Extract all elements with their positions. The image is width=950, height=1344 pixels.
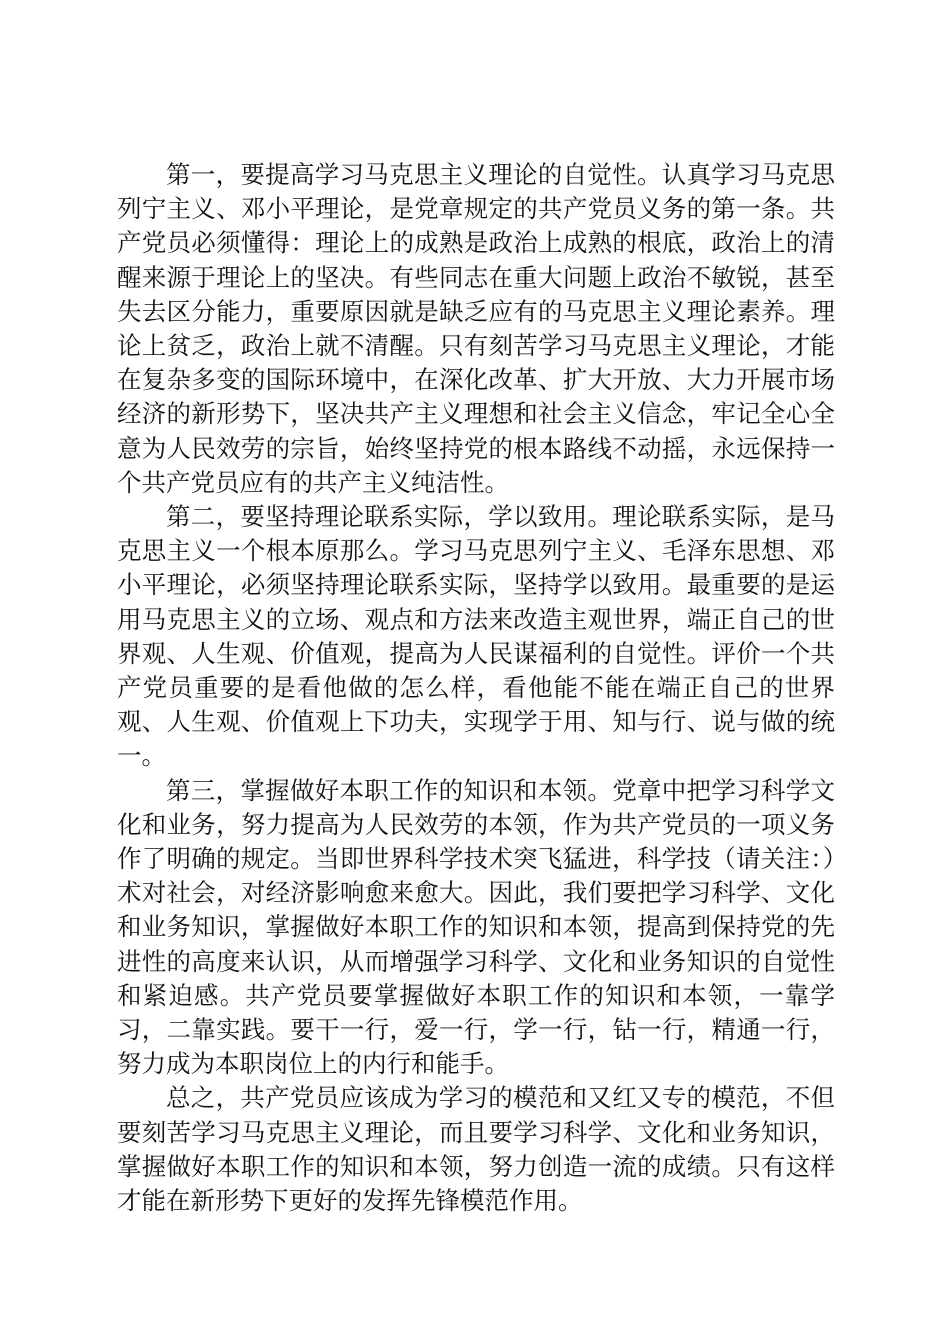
document-body [117,158,835,1218]
paragraph-1: 第一，要提高学习马克思主义理论的自觉性。认真学习马克思列宁主义、邓小平理论，是党章规定的共产党员义务的第一条。共产党员必须懂得：理论上的成熟是政治上成熟的根底，政治上的清醒来源于理论上的坚决。有些同志在重大问题上政治不敏锐，甚至失去区分能力，重要原因就是缺乏应有的马克思主义理论素养。理论上贫乏，政治上就不清醒。只有刻苦学习马克思主义理论，才能在复杂多变的国际环境中，在深化改革、扩大开放、大力开展市场经济的新形势下，坚决共产主义理想和社会主义信念，牢记全心全意为人民效劳的宗旨，始终坚持党的根本路线不动摇，永远保持一个共产党员应有的共产主义纯洁性。 [117,160,835,497]
paragraph-2: 第二，要坚持理论联系实际，学以致用。理论联系实际，是马克思主义一个根本原那么。学习马克思列宁主义、毛泽东思想、邓小平理论，必须坚持理论联系实际，坚持学以致用。最重要的是运用马克思主义的立场、观点和方法来改造主观世界，端正自己的世界观、人生观、价值观，提高为人民谋福利的自觉性。评价一个共产党员重要的是看他做的怎么样，看他能不能在端正自己的世界观、人生观、价值观上下功夫，实现学于用、知与行、说与做的统一。 [117,502,835,771]
paragraph-3: 第三，掌握做好本职工作的知识和本领。党章中把学习科学文化和业务，努力提高为人民效劳的本领，作为共产党员的一项义务作了明确的规定。当即世界科学技术突飞猛进，科学技（请关注：）术对社会，对经济影响愈来愈大。因此，我们要把学习科学、文化和业务知识，掌握做好本职工作的知识和本领，提高到保持党的先进性的高度来认识，从而增强学习科学、文化和业务知识的自觉性和紧迫感。共产党员要掌握做好本职工作的知识和本领，一靠学习，二靠实践。要干一行，爱一行，学一行，钻一行，精通一行，努力成为本职岗位上的内行和能手。 [117,775,835,1079]
paragraph-4: 总之，共产党员应该成为学习的模范和又红又专的模范，不但要刻苦学习马克思主义理论，而且要学习科学、文化和业务知识，掌握做好本职工作的知识和本领，努力创造一流的成绩。只有这样才能在新形势下更好的发挥先锋模范作用。 [117,1083,835,1216]
